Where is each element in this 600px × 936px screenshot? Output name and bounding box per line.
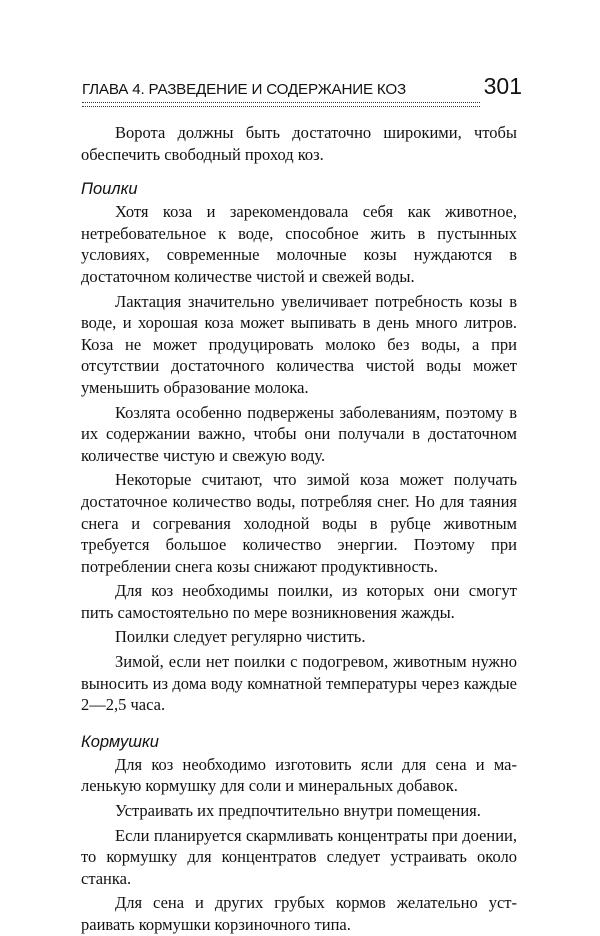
paragraph: Козлята особенно подвержены заболеваниям, поэтому в их содержании важно, чтобы они получали в достаточном количестве чистую и свежую воду. xyxy=(81,402,517,465)
paragraph: Для коз необходимы поилки, из которых они смогут пить самостоятельно по мере возникновения жажды. xyxy=(81,581,517,622)
paragraph: Лактация значительно увеличивает потребность козы в воде, и хорошая коза может выпивать в день много литров. Коза не может продуцировать молоко без воды, а при отсутствии достаточного количества чистой воды может уменьшить образование молока. xyxy=(81,291,517,397)
paragraph: Некоторые считают, что зимой коза может получать достаточное количество воды, потребляя снег. Но для таяния снега и согревания холодной воды в рубце животным требуется большое количество энергии. Поэтому при потреблении снега козы снижают продуктивность. xyxy=(81,470,517,576)
section-heading-poilki: Поилки xyxy=(81,180,138,199)
page-number: 301 xyxy=(483,73,522,99)
page-content xyxy=(81,122,517,936)
paragraph: Устраивать их предпочтительно внутри помещения. xyxy=(115,801,481,821)
paragraph: Хотя коза и зарекомендовала себя как животное, нетребовательное к воде, способное жить в пустынных условиях, современные молочные козы нуждаются в достаточном количестве чистой и свежей воды. xyxy=(81,202,517,286)
paragraph: Поилки следует регулярно чистить. xyxy=(115,627,366,647)
paragraph: Если планируется скармливать концентраты при доении, то кормушку для концентратов следует устраивать около станка. xyxy=(81,825,517,888)
paragraph: Для сена и других грубых кормов желательно устраивать кормушки корзиночного типа. xyxy=(81,893,517,934)
paragraph: Зимой, если нет поилки с подогревом, животным нужно выносить из дома воду комнатной температуры через каждые 2—2,5 часа. xyxy=(81,652,517,715)
paragraph: Для коз необходимо изготовить ясли для сена и маленькую кормушку для соли и минеральных добавок. xyxy=(81,754,517,796)
header-rule xyxy=(82,102,480,107)
chapter-title: ГЛАВА 4. РАЗВЕДЕНИЕ И СОДЕРЖАНИЕ КОЗ xyxy=(82,81,406,98)
running-header xyxy=(82,73,522,102)
section-heading-kormushki: Кормушки xyxy=(81,732,159,751)
intro-paragraph: Ворота должны быть достаточно широкими, чтобы обеспечить свободный проход коз. xyxy=(81,123,517,164)
